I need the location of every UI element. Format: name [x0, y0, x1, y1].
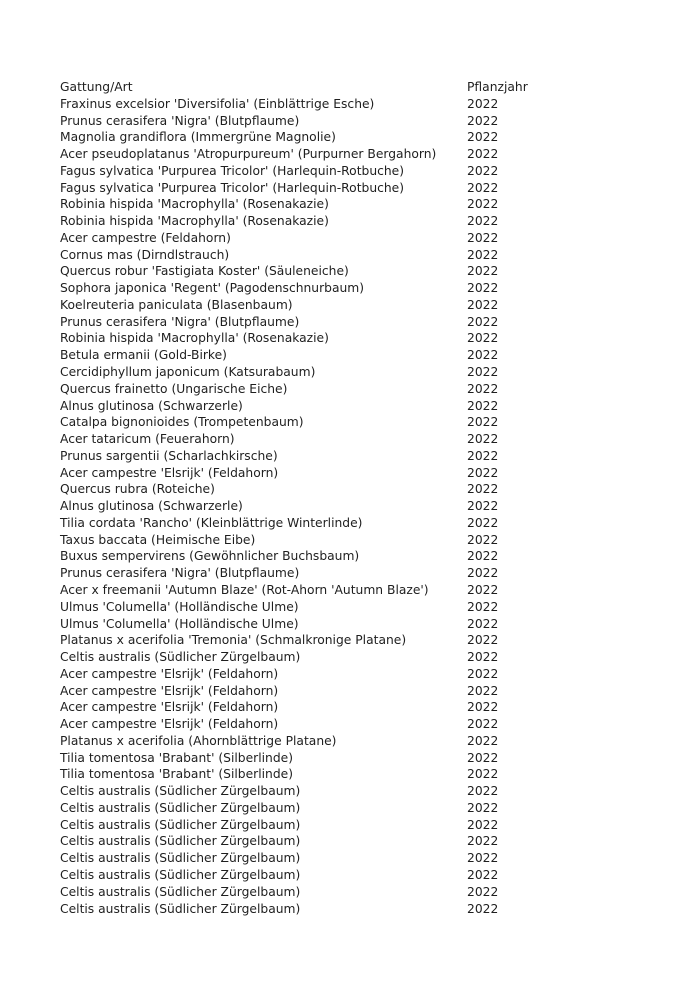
year-cell: 2022	[467, 96, 499, 111]
year-cell: 2022	[467, 432, 499, 447]
table-row	[60, 800, 700, 817]
year-cell: 2022	[467, 113, 499, 128]
year-cell: 2022	[467, 616, 499, 631]
year-cell: 2022	[467, 314, 499, 329]
species-cell: Cornus mas (Dirndlstrauch)	[60, 247, 230, 262]
table-row	[60, 548, 700, 565]
species-cell: Celtis australis (Südlicher Zürgelbaum)	[60, 650, 301, 665]
year-cell: 2022	[467, 398, 499, 413]
species-cell: Prunus cerasifera 'Nigra' (Blutpflaume)	[60, 113, 300, 128]
species-cell: Tilia cordata 'Rancho' (Kleinblättrige Winterlinde)	[60, 515, 363, 530]
species-cell: Acer campestre 'Elsrijk' (Feldahorn)	[60, 465, 279, 480]
species-cell: Prunus cerasifera 'Nigra' (Blutpflaume)	[60, 314, 300, 329]
table-row	[60, 716, 700, 733]
species-cell: Taxus baccata (Heimische Eibe)	[60, 532, 256, 547]
table-row	[60, 649, 700, 666]
year-cell: 2022	[467, 297, 499, 312]
table-row	[60, 381, 700, 398]
table-row	[60, 867, 700, 884]
table-row	[60, 632, 700, 649]
species-cell: Fraxinus excelsior 'Diversifolia' (Einblättrige Esche)	[60, 96, 375, 111]
year-cell: 2022	[467, 800, 499, 815]
species-cell: Acer x freemanii 'Autumn Blaze' (Rot-Ahorn 'Autumn Blaze')	[60, 582, 429, 597]
table-row	[60, 196, 700, 213]
year-cell: 2022	[467, 415, 499, 430]
year-cell: 2022	[467, 465, 499, 480]
species-cell: Buxus sempervirens (Gewöhnlicher Buchsbaum)	[60, 549, 360, 564]
year-cell: 2022	[467, 549, 499, 564]
species-cell: Koelreuteria paniculata (Blasenbaum)	[60, 297, 293, 312]
species-cell: Tilia tomentosa 'Brabant' (Silberlinde)	[60, 750, 294, 765]
table-row	[60, 414, 700, 431]
year-cell: 2022	[467, 532, 499, 547]
year-cell: 2022	[467, 180, 499, 195]
species-cell: Celtis australis (Südlicher Zürgelbaum)	[60, 867, 301, 882]
species-cell: Quercus robur 'Fastigiata Koster' (Säuleneiche)	[60, 264, 349, 279]
table-row	[60, 163, 700, 180]
table-row	[60, 532, 700, 549]
species-cell: Celtis australis (Südlicher Zürgelbaum)	[60, 851, 301, 866]
year-cell: 2022	[467, 448, 499, 463]
table-row	[60, 465, 700, 482]
species-cell: Acer campestre 'Elsrijk' (Feldahorn)	[60, 700, 279, 715]
species-cell: Betula ermanii (Gold-Birke)	[60, 348, 227, 363]
table-row	[60, 330, 700, 347]
table-row	[60, 733, 700, 750]
table-row	[60, 431, 700, 448]
year-cell: 2022	[467, 683, 499, 698]
table-header-row	[60, 79, 700, 96]
year-cell: 2022	[467, 348, 499, 363]
year-cell: 2022	[467, 901, 499, 916]
table-row	[60, 901, 700, 918]
year-cell: 2022	[467, 230, 499, 245]
column-header-year: Pflanzjahr	[467, 80, 528, 94]
year-cell: 2022	[467, 851, 499, 866]
year-cell: 2022	[467, 884, 499, 899]
table-row	[60, 113, 700, 130]
year-cell: 2022	[467, 331, 499, 346]
year-cell: 2022	[467, 163, 499, 178]
year-cell: 2022	[467, 499, 499, 514]
species-cell: Acer campestre 'Elsrijk' (Feldahorn)	[60, 717, 279, 732]
table-row	[60, 263, 700, 280]
species-cell: Robinia hispida 'Macrophylla' (Rosenakazie)	[60, 214, 329, 229]
table-row	[60, 129, 700, 146]
table-row	[60, 364, 700, 381]
table-row	[60, 699, 700, 716]
plant-list-table	[60, 79, 700, 917]
species-cell: Celtis australis (Südlicher Zürgelbaum)	[60, 901, 301, 916]
species-cell: Acer campestre 'Elsrijk' (Feldahorn)	[60, 683, 279, 698]
year-cell: 2022	[467, 717, 499, 732]
table-row	[60, 565, 700, 582]
species-cell: Alnus glutinosa (Schwarzerle)	[60, 398, 243, 413]
table-row	[60, 582, 700, 599]
table-row	[60, 515, 700, 532]
species-cell: Catalpa bignonioides (Trompetenbaum)	[60, 415, 304, 430]
species-cell: Quercus frainetto (Ungarische Eiche)	[60, 381, 288, 396]
table-row	[60, 783, 700, 800]
year-cell: 2022	[467, 834, 499, 849]
species-cell: Robinia hispida 'Macrophylla' (Rosenakazie)	[60, 197, 329, 212]
species-cell: Platanus x acerifolia (Ahornblättrige Platane)	[60, 733, 337, 748]
species-cell: Robinia hispida 'Macrophylla' (Rosenakazie)	[60, 331, 329, 346]
year-cell: 2022	[467, 817, 499, 832]
year-cell: 2022	[467, 700, 499, 715]
table-row	[60, 750, 700, 767]
table-row	[60, 481, 700, 498]
year-cell: 2022	[467, 482, 499, 497]
species-cell: Tilia tomentosa 'Brabant' (Silberlinde)	[60, 767, 294, 782]
species-cell: Quercus rubra (Roteiche)	[60, 482, 215, 497]
table-row	[60, 850, 700, 867]
column-header-species: Gattung/Art	[60, 80, 133, 94]
table-row	[60, 599, 700, 616]
species-cell: Acer tataricum (Feuerahorn)	[60, 432, 235, 447]
species-cell: Fagus sylvatica 'Purpurea Tricolor' (Harlequin-Rotbuche)	[60, 163, 405, 178]
species-cell: Celtis australis (Südlicher Zürgelbaum)	[60, 784, 301, 799]
year-cell: 2022	[467, 130, 499, 145]
table-row	[60, 666, 700, 683]
table-row	[60, 247, 700, 264]
table-row	[60, 498, 700, 515]
year-cell: 2022	[467, 867, 499, 882]
table-row	[60, 347, 700, 364]
year-cell: 2022	[467, 666, 499, 681]
year-cell: 2022	[467, 750, 499, 765]
table-row	[60, 884, 700, 901]
species-cell: Magnolia grandiflora (Immergrüne Magnolie)	[60, 130, 336, 145]
year-cell: 2022	[467, 247, 499, 262]
species-cell: Platanus x acerifolia 'Tremonia' (Schmalkronige Platane)	[60, 633, 407, 648]
year-cell: 2022	[467, 381, 499, 396]
species-cell: Ulmus 'Columella' (Holländische Ulme)	[60, 599, 299, 614]
table-row	[60, 96, 700, 113]
year-cell: 2022	[467, 515, 499, 530]
species-cell: Sophora japonica 'Regent' (Pagodenschnurbaum)	[60, 281, 365, 296]
species-cell: Acer pseudoplatanus 'Atropurpureum' (Purpurner Bergahorn)	[60, 147, 437, 162]
table-row	[60, 146, 700, 163]
year-cell: 2022	[467, 733, 499, 748]
species-cell: Prunus cerasifera 'Nigra' (Blutpflaume)	[60, 566, 300, 581]
year-cell: 2022	[467, 365, 499, 380]
species-cell: Celtis australis (Südlicher Zürgelbaum)	[60, 884, 301, 899]
species-cell: Cercidiphyllum japonicum (Katsurabaum)	[60, 365, 316, 380]
species-cell: Acer campestre (Feldahorn)	[60, 230, 231, 245]
table-row	[60, 280, 700, 297]
year-cell: 2022	[467, 599, 499, 614]
species-cell: Celtis australis (Südlicher Zürgelbaum)	[60, 834, 301, 849]
year-cell: 2022	[467, 582, 499, 597]
table-row	[60, 448, 700, 465]
year-cell: 2022	[467, 650, 499, 665]
table-row	[60, 766, 700, 783]
table-body	[60, 96, 700, 918]
table-row	[60, 314, 700, 331]
year-cell: 2022	[467, 281, 499, 296]
year-cell: 2022	[467, 767, 499, 782]
year-cell: 2022	[467, 784, 499, 799]
species-cell: Fagus sylvatica 'Purpurea Tricolor' (Harlequin-Rotbuche)	[60, 180, 405, 195]
species-cell: Acer campestre 'Elsrijk' (Feldahorn)	[60, 666, 279, 681]
year-cell: 2022	[467, 214, 499, 229]
table-row	[60, 817, 700, 834]
table-row	[60, 833, 700, 850]
species-cell: Celtis australis (Südlicher Zürgelbaum)	[60, 817, 301, 832]
species-cell: Prunus sargentii (Scharlachkirsche)	[60, 448, 278, 463]
species-cell: Ulmus 'Columella' (Holländische Ulme)	[60, 616, 299, 631]
table-row	[60, 230, 700, 247]
table-row	[60, 180, 700, 197]
table-row	[60, 616, 700, 633]
table-row	[60, 398, 700, 415]
species-cell: Alnus glutinosa (Schwarzerle)	[60, 499, 243, 514]
year-cell: 2022	[467, 264, 499, 279]
species-cell: Celtis australis (Südlicher Zürgelbaum)	[60, 800, 301, 815]
year-cell: 2022	[467, 633, 499, 648]
table-row	[60, 213, 700, 230]
year-cell: 2022	[467, 147, 499, 162]
table-row	[60, 297, 700, 314]
year-cell: 2022	[467, 197, 499, 212]
table-row	[60, 683, 700, 700]
year-cell: 2022	[467, 566, 499, 581]
